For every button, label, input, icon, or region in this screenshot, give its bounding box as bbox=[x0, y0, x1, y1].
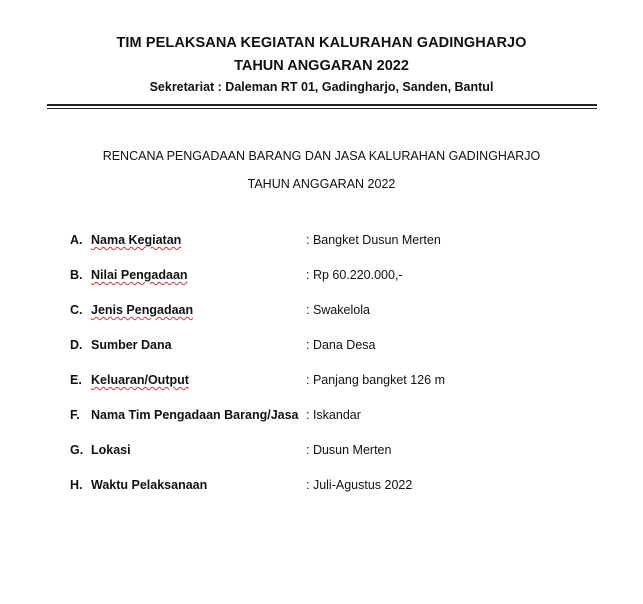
row-label: Keluaran/Output bbox=[91, 373, 189, 387]
row-letter: E. bbox=[70, 373, 82, 387]
row-letter: F. bbox=[70, 408, 80, 422]
header-title: TIM PELAKSANA KEGIATAN KALURAHAN GADINGHARJO bbox=[116, 35, 527, 51]
row-value: : Juli-Agustus 2022 bbox=[306, 478, 413, 492]
document-title: RENCANA PENGADAAN BARANG DAN JASA KALURAHAN GADINGHARJO bbox=[102, 149, 541, 163]
document-year: TAHUN ANGGARAN 2022 bbox=[247, 177, 396, 191]
row-value: : Panjang bangket 126 m bbox=[306, 373, 445, 387]
detail-row-waktu-pelaksanaan bbox=[0, 478, 643, 498]
header-year: TAHUN ANGGARAN 2022 bbox=[234, 58, 409, 74]
row-label: Nama Kegiatan bbox=[91, 233, 182, 247]
header-divider-thick bbox=[47, 104, 597, 106]
row-value: : Rp 60.220.000,- bbox=[306, 268, 403, 282]
row-letter: G. bbox=[70, 443, 84, 457]
detail-row-nama-kegiatan bbox=[0, 233, 643, 253]
detail-row-nama-tim bbox=[0, 408, 643, 428]
row-label: Waktu Pelaksanaan bbox=[91, 478, 208, 492]
row-label: Lokasi bbox=[91, 443, 131, 457]
row-value: : Dusun Merten bbox=[306, 443, 392, 457]
row-letter: B. bbox=[70, 268, 83, 282]
detail-row-keluaran bbox=[0, 373, 643, 393]
row-letter: D. bbox=[70, 338, 83, 352]
row-value: : Iskandar bbox=[306, 408, 361, 422]
row-label: Nilai Pengadaan bbox=[91, 268, 188, 282]
row-value: : Dana Desa bbox=[306, 338, 376, 352]
row-label: Nama Tim Pengadaan Barang/Jasa bbox=[91, 408, 299, 422]
detail-row-sumber-dana bbox=[0, 338, 643, 358]
header-divider-thin bbox=[47, 108, 597, 109]
row-value: : Swakelola bbox=[306, 303, 370, 317]
row-letter: H. bbox=[70, 478, 83, 492]
header-address: Sekretariat : Daleman RT 01, Gadingharjo, Sanden, Bantul bbox=[149, 80, 494, 94]
row-letter: C. bbox=[70, 303, 83, 317]
detail-row-nilai-pengadaan bbox=[0, 268, 643, 288]
row-label: Sumber Dana bbox=[91, 338, 172, 352]
row-label: Jenis Pengadaan bbox=[91, 303, 194, 317]
row-letter: A. bbox=[70, 233, 83, 247]
detail-row-lokasi bbox=[0, 443, 643, 463]
row-value: : Bangket Dusun Merten bbox=[306, 233, 441, 247]
detail-row-jenis-pengadaan bbox=[0, 303, 643, 323]
